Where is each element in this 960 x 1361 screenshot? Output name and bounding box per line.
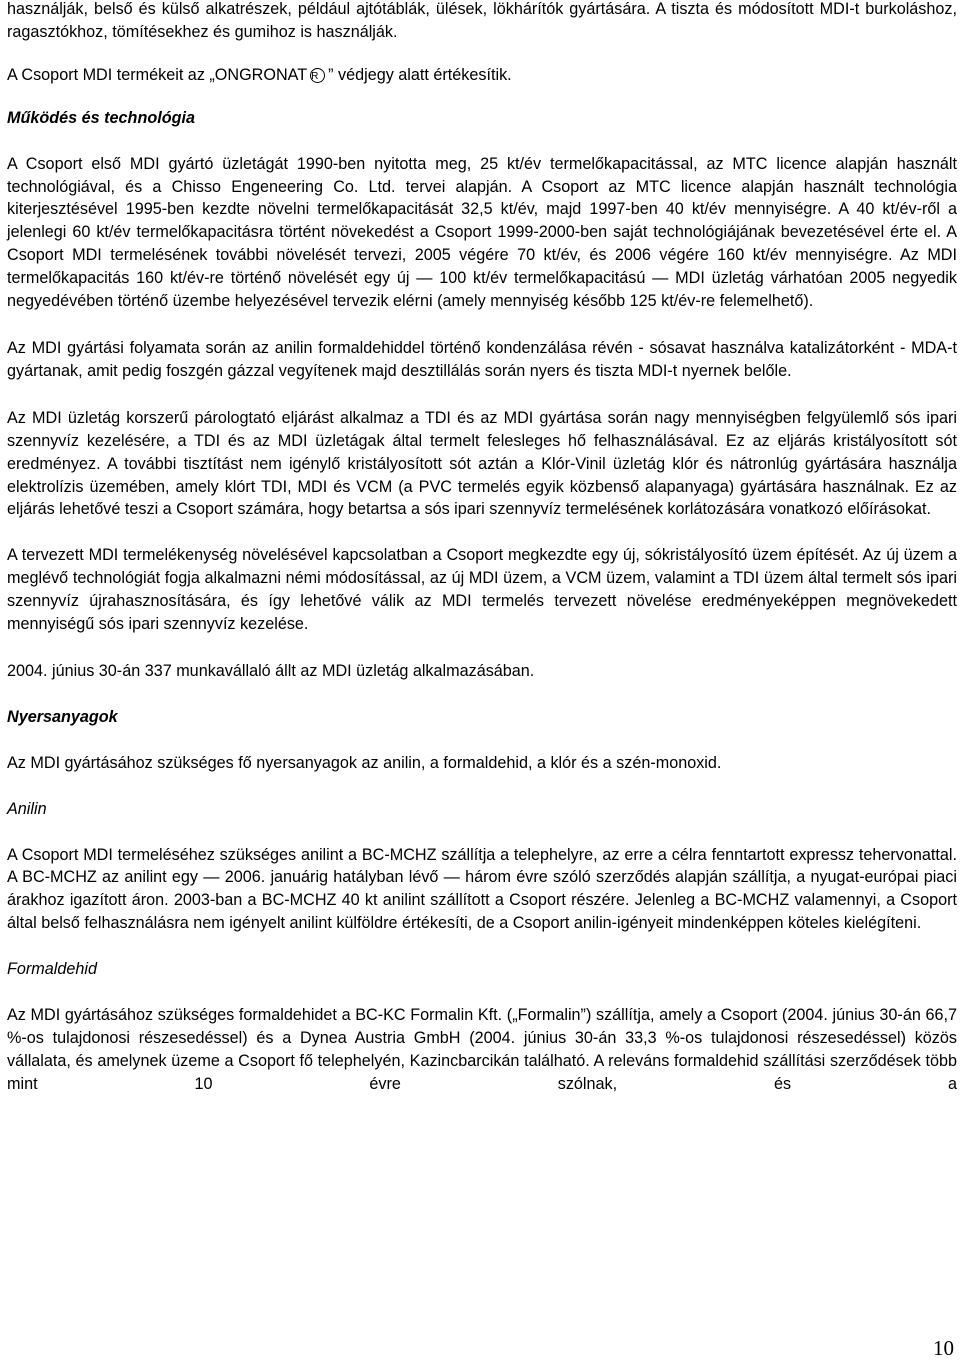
page-number: 10 [933,1336,954,1360]
heading-raw-materials: Nyersanyagok [7,707,118,726]
heading-operation-technology: Működés és technológia [7,108,195,127]
heading-aniline: Anilin [7,799,47,818]
registered-trademark-icon: R [310,68,325,83]
paragraph-aniline: A Csoport MDI termeléséhez szükséges anilint a BC-MCHZ szállítja a telephelyre, az erre a célra fenntartott expressz tehervonattal. A BC-MCHZ az anilint egy — 2006. januárig hatályban lévő — három évre szóló szerződés alapján szállítja, a nyugat-európai piaci árakhoz igazított áron. 2003-ban a BC-MCHZ 40 kt anilint szállított a Csoport részére. Jelenleg a BC-MCHZ valamennyi, a Csoport által belső felhasználásra nem igényelt anilint külföldre értékesíti, de a Csoport anilin-igényeit mindenképpen köteles kielégíteni. [7,845,957,933]
trademark-line-before: A Csoport MDI termékeit az „ONGRONAT [7,65,308,84]
paragraph-plant: A tervezett MDI termelékenység növelésével kapcsolatban a Csoport megkezdte egy új, sókristályosító üzem építését. Az új üzem a meglévő technológiát fogja alkalmazni némi módosítással, az új MDI üzem, a VCM üzem, valamint a TDI üzem által termelt sós ipari szennyvíz újrahasznosítására, és így lehetővé válik az MDI termelés tervezett növelése eredményeképpen megnövekedett mennyiségű sós ipari szennyvíz kezelése. [7,546,957,634]
paragraph-process: Az MDI gyártási folyamata során az anilin formaldehiddel történő kondenzálása révén - sósavat használva katalizátorként - MDA-t gyártanak, amit pedig foszgén gázzal vegyítenek majd desztillálás során nyers és tiszta MDI-t nyernek belőle. [7,338,957,380]
trademark-line [7,64,957,87]
paragraph-operation: A Csoport első MDI gyártó üzletágát 1990-ben nyitotta meg, 25 kt/év termelőkapacitással, az MTC licence alapján használt technológiával, és a Chisso Engeneering Co. Ltd. tervei alapján. A Csoport az MTC licence alapján használt technológia kiterjesztésével 1995-ben kezdte növelni termelőkapacitását 32,5 kt/év, majd 1997-ben 40 kt/év mennyiségre. A 40 kt/év-ről a jelenlegi 60 kt/év termelőkapacitásra történt növekedést a Csoport 1999-2000-ben saját technológiájának bevezetésével érte el. A Csoport MDI termelésének további növelését tervezi, 2005 végére 70 kt/év, és 2006 végére 160 kt/év mennyiségre. Az MDI termelőkapacitás 160 kt/év-re történő növelését egy új — 100 kt/év termelőkapacitású — MDI üzletág várhatóan 2005 negyedik negyedévében történő üzembe helyezésével tervezik elérni (amely mennyiség később 125 kt/év-re felemelhető). [7,154,957,311]
paragraph-employees: 2004. június 30-án 337 munkavállaló állt az MDI üzletág alkalmazásában. [7,661,535,680]
paragraph-formaldehyde: Az MDI gyártásához szükséges formaldehidet a BC-KC Formalin Kft. („Formalin”) szállítja, amely a Csoport (2004. június 30-án 66,7 %-os tulajdonosi részesedéssel) és a Dynea Austria GmbH (2004. június 30-án 33,3 %-os tulajdonosi részesedéssel) közös vállalata, és amelynek üzeme a Csoport fő telephelyén, Kazincbarcikán található. A releváns formaldehid szállítási szerződések több mint 10 évre szólnak, és a [7,1006,957,1093]
top-paragraph: használják, belső és külső alkatrészek, például ajtótáblák, ülések, lökhárítók gyártására. A tiszta és módosított MDI-t burkoláshoz, ragasztókhoz, tömítésekhez és gumihoz is használják. [7,0,957,41]
paragraph-evaporation: Az MDI üzletág korszerű párologtató eljárást alkalmaz a TDI és az MDI gyártása során nagy mennyiségben felgyülemlő sós ipari szennyvíz kezelésére, a TDI és az MDI üzletágak által termelt felesleges hő felhasználásával. Ez az eljárás kristályosított sót eredményez. A további tisztítást nem igénylő kristályosított sót aztán a Klór-Vinil üzletág klór és nátronlúg gyártására használja elektrolízis üzemében, amely klórt TDI, MDI és VCM (a PVC termelés egyik közbenső alapanyaga) gyártására használnak. Ez az eljárás lehetővé teszi a Csoport számára, hogy betartsa a sós ipari szennyvíz termelésének korlátozására vonatkozó előírásokat. [7,408,957,519]
document-page [7,0,957,1096]
trademark-line-after: ” védjegy alatt értékesítik. [328,65,512,84]
heading-formaldehyde: Formaldehid [7,960,97,979]
paragraph-raw-materials: Az MDI gyártásához szükséges fő nyersanyagok az anilin, a formaldehid, a klór és a szén-monoxid. [7,753,722,772]
